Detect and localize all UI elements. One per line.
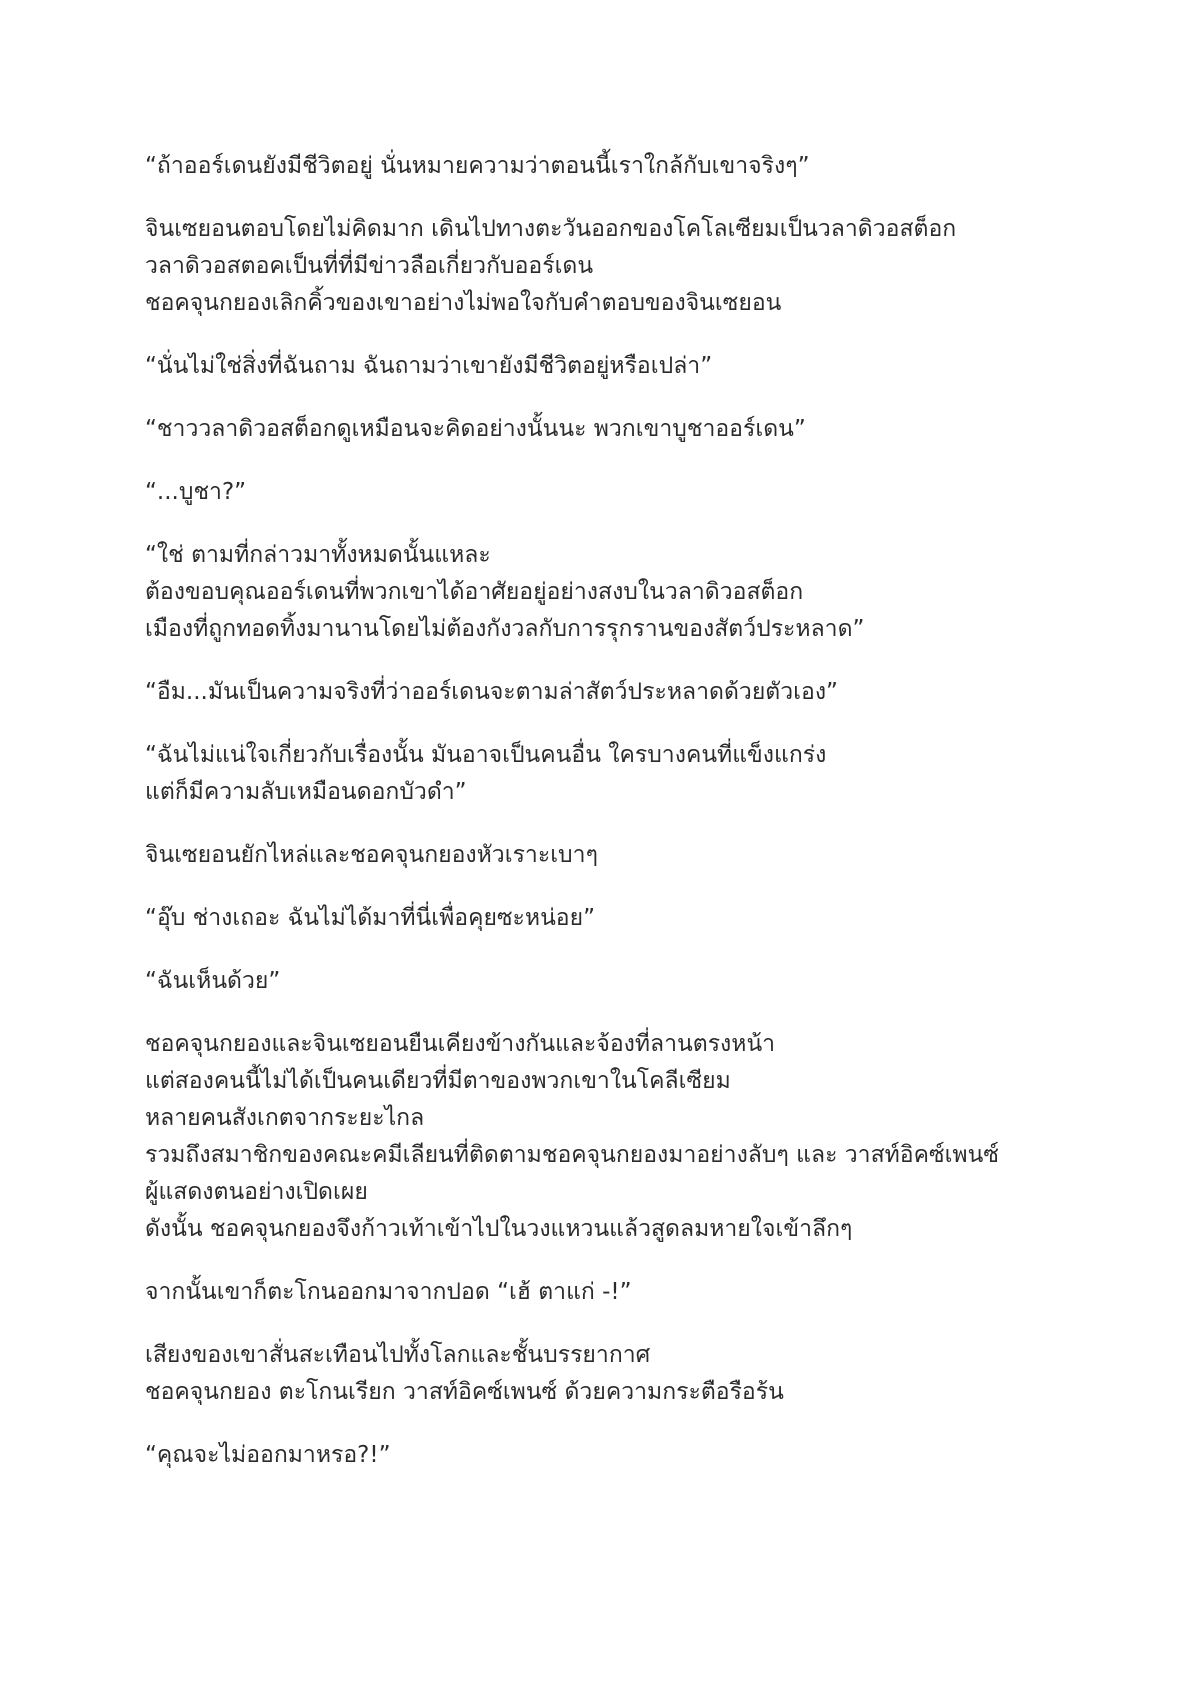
- paragraph: [145, 348, 1105, 385]
- paragraph: [145, 1337, 1105, 1411]
- document-body: [145, 148, 1105, 1500]
- text-line: “...บูชา?”: [145, 479, 247, 505]
- text-line: จินเซยอนตอบโดยไม่คิดมาก เดินไปทางตะวันออกของโคโลเซียมเป็นวลาดิวอสต็อก: [145, 216, 957, 242]
- paragraph: [145, 963, 1105, 1000]
- paragraph: [145, 474, 1105, 511]
- text-line: ต้องขอบคุณออร์เดนที่พวกเขาได้อาศัยอยู่อย่างสงบในวลาดิวอสต็อก: [145, 579, 804, 605]
- text-line: “ชาววลาดิวอสต็อกดูเหมือนจะคิดอย่างนั้นนะ พวกเขาบูชาออร์เดน”: [145, 416, 806, 442]
- text-line: จินเซยอนยักไหล่และชอคจุนกยองหัวเราะเบาๆ: [145, 842, 598, 868]
- text-line: “ฉันไม่แน่ใจเกี่ยวกับเรื่องนั้น มันอาจเป็นคนอื่น ใครบางคนที่แข็งแกร่ง: [145, 742, 827, 768]
- text-line: “อืม...มันเป็นความจริงที่ว่าออร์เดนจะตามล่าสัตว์ประหลาดด้วยตัวเอง”: [145, 679, 838, 705]
- text-line: ชอคจุนกยอง ตะโกนเรียก วาสท์อิคซ์เพนซ์ ด้วยความกระตือรือร้น: [145, 1379, 784, 1405]
- text-line: เสียงของเขาสั่นสะเทือนไปทั้งโลกและชั้นบรรยากาศ: [145, 1342, 651, 1368]
- text-line: “ถ้าออร์เดนยังมีชีวิตอยู่ นั่นหมายความว่าตอนนี้เราใกล้กับเขาจริงๆ”: [145, 153, 810, 179]
- paragraph: [145, 411, 1105, 448]
- text-line: รวมถึงสมาชิกของคณะคมีเลียนที่ติดตามชอคจุนกยองมาอย่างลับๆ และ วาสท์อิคซ์เพนซ์: [145, 1142, 999, 1168]
- paragraph: [145, 900, 1105, 937]
- paragraph: [145, 1274, 1105, 1311]
- paragraph: [145, 1026, 1105, 1248]
- paragraph: [145, 674, 1105, 711]
- text-line: ดังนั้น ชอคจุนกยองจึงก้าวเท้าเข้าไปในวงแหวนแล้วสูดลมหายใจเข้าลึกๆ: [145, 1216, 853, 1242]
- paragraph: [145, 537, 1105, 648]
- text-line: “ฉันเห็นด้วย”: [145, 968, 281, 994]
- text-line: “คุณจะไม่ออกมาหรอ?!”: [145, 1442, 391, 1468]
- text-line: แต่ก็มีความลับเหมือนดอกบัวดำ”: [145, 779, 467, 805]
- text-line: เมืองที่ถูกทอดทิ้งมานานโดยไม่ต้องกังวลกับการรุกรานของสัตว์ประหลาด”: [145, 616, 865, 642]
- text-line: ชอคจุนกยองและจินเซยอนยืนเคียงข้างกันและจ้องที่ลานตรงหน้า: [145, 1031, 776, 1057]
- text-line: วลาดิวอสตอคเป็นที่ที่มีข่าวลือเกี่ยวกับออร์เดน: [145, 253, 594, 279]
- paragraph: [145, 737, 1105, 811]
- text-line: ผู้แสดงตนอย่างเปิดเผย: [145, 1179, 368, 1205]
- paragraph: [145, 211, 1105, 322]
- text-line: “นั่นไม่ใช่สิ่งที่ฉันถาม ฉันถามว่าเขายังมีชีวิตอยู่หรือเปล่า”: [145, 353, 713, 379]
- text-line: “อุ๊บ ช่างเถอะ ฉันไม่ได้มาที่นี่เพื่อคุยซะหน่อย”: [145, 905, 595, 931]
- text-line: แต่สองคนนี้ไม่ได้เป็นคนเดียวที่มีตาของพวกเขาในโคลีเซียม: [145, 1068, 731, 1094]
- text-line: ชอคจุนกยองเลิกคิ้วของเขาอย่างไม่พอใจกับคำตอบของจินเซยอน: [145, 290, 782, 316]
- paragraph: [145, 148, 1105, 185]
- text-line: “ใช่ ตามที่กล่าวมาทั้งหมดนั้นแหละ: [145, 542, 491, 568]
- paragraph: [145, 837, 1105, 874]
- text-line: หลายคนสังเกตจากระยะไกล: [145, 1105, 425, 1131]
- paragraph: [145, 1437, 1105, 1474]
- text-line: จากนั้นเขาก็ตะโกนออกมาจากปอด “เฮ้ ตาแก่ -!”: [145, 1279, 632, 1305]
